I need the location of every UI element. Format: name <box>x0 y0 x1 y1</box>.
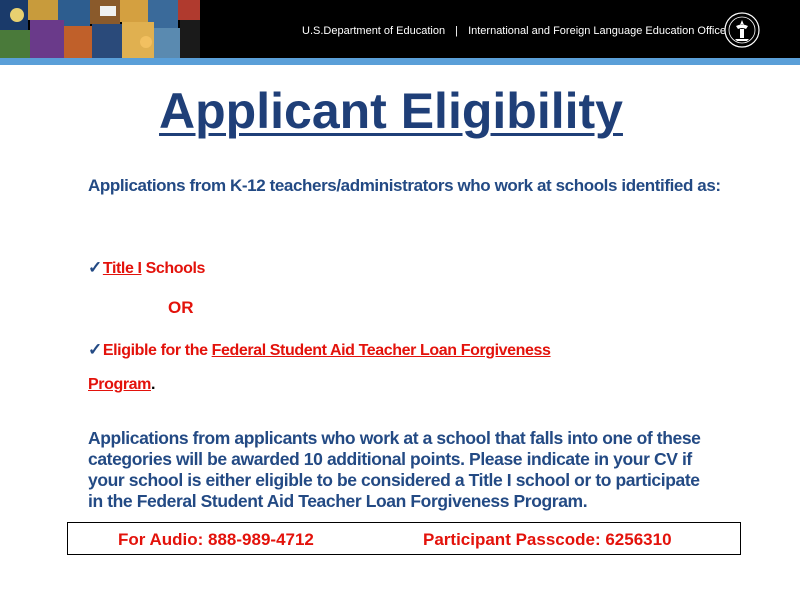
additional-points-note: Applications from applicants who work at a school that falls into one of these categories will be awarded 10 additional points. Please indicate in your CV if your school is either eligible to be considered a Title I school or to participate in the Federal Student Aid Teacher Loan Forgiveness Program. <box>88 428 701 511</box>
checkmark-icon: ✓ <box>88 340 102 359</box>
header-agency-text <box>302 25 726 37</box>
checkmark-icon: ✓ <box>88 258 102 277</box>
header-separator: | <box>455 25 458 37</box>
header-accent-bar <box>0 58 800 65</box>
program-period: . <box>151 376 156 393</box>
photo-collage <box>0 0 200 58</box>
loan-forgiveness-link-continued <box>88 376 155 394</box>
loan-forgiveness-prefix: Eligible for the <box>102 342 212 359</box>
eligibility-item-loan-forgiveness <box>88 340 551 360</box>
program-link[interactable]: Program <box>88 376 151 393</box>
audio-info-box <box>67 522 741 555</box>
slide-title: Applicant Eligibility <box>159 83 623 139</box>
audio-phone-number: For Audio: 888-989-4712 <box>118 530 314 549</box>
office-name: International and Foreign Language Education Office <box>468 25 726 37</box>
title-i-suffix: Schools <box>141 260 206 277</box>
title-i-link[interactable]: Title I <box>102 260 142 277</box>
or-separator: OR <box>168 298 194 317</box>
loan-forgiveness-link[interactable]: Federal Student Aid Teacher Loan Forgiveness <box>211 342 551 359</box>
eligibility-intro: Applications from K-12 teachers/administrators who work at schools identified as: <box>88 176 721 195</box>
eagle-seal-icon <box>724 12 760 48</box>
eligibility-item-title-i <box>88 258 205 278</box>
header-banner <box>0 0 800 58</box>
department-name: U.S.Department of Education <box>302 25 446 37</box>
participant-passcode: Participant Passcode: 6256310 <box>423 530 672 549</box>
